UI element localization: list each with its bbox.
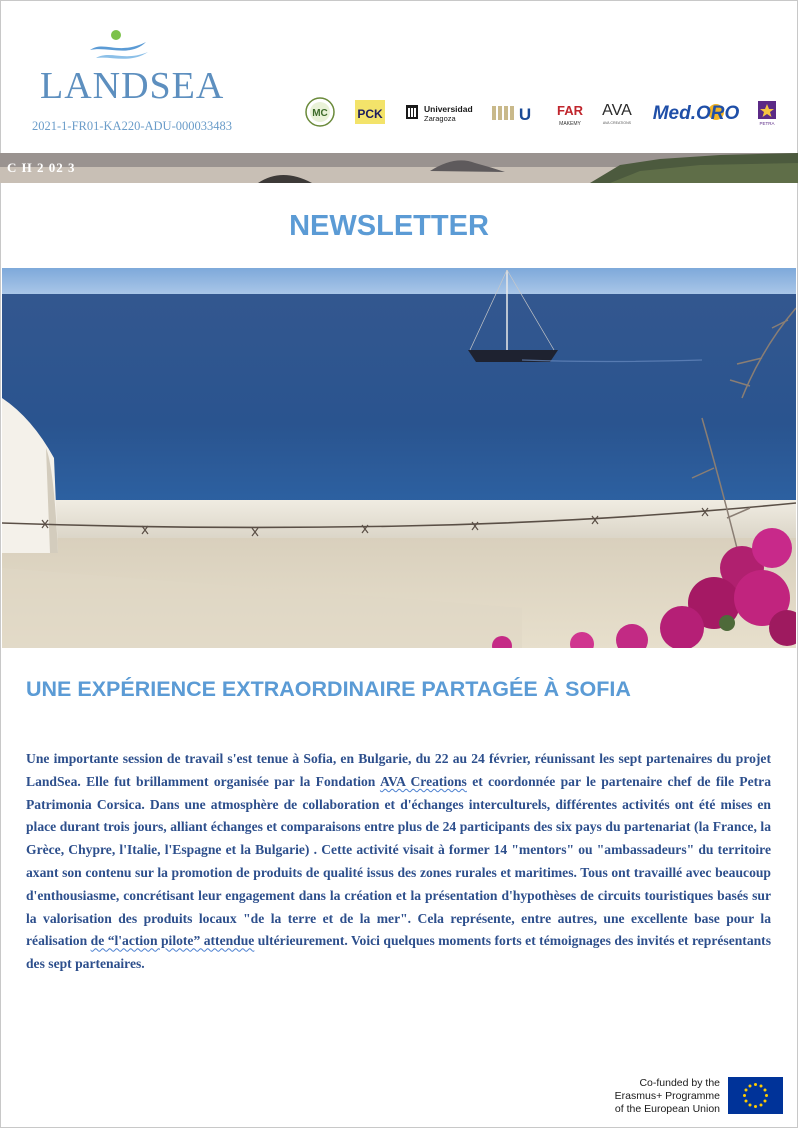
newsletter-title: NEWSLETTER: [289, 210, 489, 242]
article-body: [26, 748, 771, 976]
ava-logo: [596, 94, 640, 130]
medoro-logo: [648, 94, 748, 130]
medoro-logo-text: Med.ORO: [652, 103, 740, 124]
article-body-part-2: et coordonnée par le partenaire chef de file Petra Patrimonia Corsica. Dans une atmosphère de collaboration et d'échanges interculturels, différentes activités ont été mises en place durant trois jours, alliant échanges et comparaisons entre plus de 24 participants des six pays du partenariat (la France, la Grèce, Chypre, l'Italie, l'Espagne et la Bulgarie) . Cette activité visait à former 14 "mentors" ou "ambassadeurs" du territoire axant son contenu sur la promotion de produits de qualité issus des zones rurales et maritimes. Tous ont travaillé avec beaucoup d'enthousiasme, concrétisant leur engagement dans la création et la présentation d'hypothèses de circuits touristiques basés sur la valorisation des produits locaux "de la terre et de la mer". Cela représente, entre autres, une excellente base pour la réalisation: [26, 773, 772, 949]
eu-flag-icon: [728, 1077, 783, 1114]
cofunded-line-1: Co-funded by the: [639, 1077, 720, 1089]
wu-logo: [490, 94, 538, 130]
petra-logo: [756, 94, 780, 130]
makerspace-logo: [554, 94, 588, 130]
pilot-action-phrase: de “l'action pilote” attendue: [90, 933, 255, 949]
edition-label: C H 2 02 3: [7, 160, 76, 175]
unizar-logo-text: Universidad: [424, 104, 473, 114]
wu-logo-text: U: [518, 105, 532, 124]
article-title: UNE EXPÉRIENCE EXTRAORDINAIRE PARTAGÉE À SOFIA: [26, 677, 631, 701]
mc-logo-text: MC: [312, 108, 328, 119]
petra-logo-text: PETRA: [759, 121, 775, 126]
project-code: 2021-1-FR01-KA220-ADU-000033483: [32, 119, 232, 133]
pck-logo-text: PCK: [357, 107, 383, 121]
cofunded-line-3: of the European Union: [614, 1103, 720, 1115]
makerspace-logo-text: FAR: [557, 103, 583, 118]
cofunded-line-2: Erasmus+ Programme: [614, 1090, 720, 1102]
cofunded-text: [598, 1077, 720, 1116]
hero-photo-sea-sailboat: [2, 268, 796, 648]
makerspace-logo-subtext: MAKEMY: [559, 121, 581, 127]
mc-logo: [304, 94, 338, 130]
pck-logo: [354, 94, 388, 130]
article-body-part-3: ultérieurement. Voici quelques moments forts et témoignages des invités et représentants des sept partenaires.: [26, 933, 771, 972]
header-banner: [0, 153, 798, 183]
ava-logo-text: AVA: [602, 102, 632, 119]
partner-logos: [304, 94, 784, 130]
ava-creations-link[interactable]: AVA Creations: [379, 773, 467, 789]
unizar-logo-subtext: Zaragoza: [424, 114, 456, 123]
landsea-logo-icon: [86, 28, 150, 64]
landsea-logo-text: LANDSEA: [40, 65, 225, 107]
ava-logo-subtext: AVA CREATIONS: [602, 121, 632, 125]
article-body-part-1: Une importante session de travail s'est tenue à Sofia, en Bulgarie, du 22 au 24 février, réunissant les sept partenaires du projet LandSea. Elle fut brillamment organisée par la Fondation: [26, 751, 771, 789]
banner-landscape: [0, 153, 798, 183]
unizar-logo: [404, 94, 484, 130]
